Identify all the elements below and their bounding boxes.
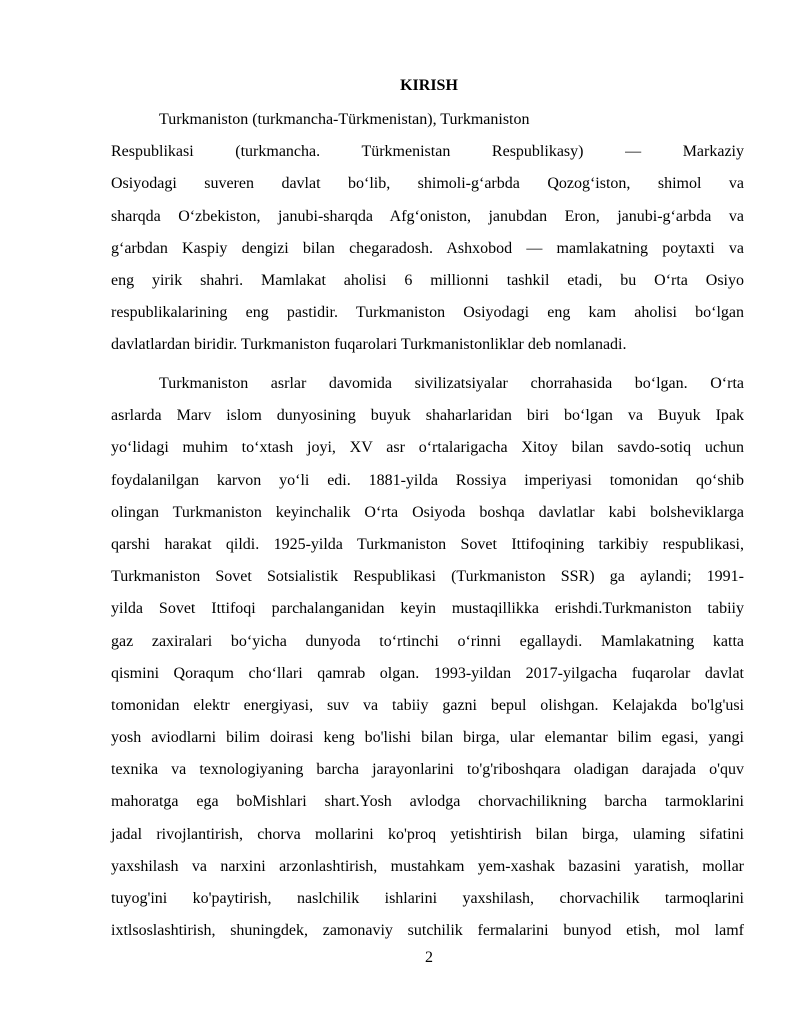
text-line: ixtlsoslashtirish, shuningdek, zamonaviy sutchilik fermalarini bunyod etish, mol lamf xyxy=(111,922,744,940)
text-line: yilda Sovet Ittifoqi parchalanganidan keyin mustaqillikka erishdi.Turkmaniston tabiiy xyxy=(111,600,744,618)
text-line: respublikalarining eng pastidir. Turkmaniston Osiyodagi eng kam aholisi bo‘lgan xyxy=(111,304,744,322)
text-line: g‘arbdan Kaspiy dengizi bilan chegaradosh. Ashxobod — mamlakatning poytaxti va xyxy=(111,239,744,257)
text-line: texnika va texnologiyaning barcha jarayonlarini to'g'riboshqara oladigan darajada o'quv xyxy=(111,761,744,779)
text-line: olingan Turkmaniston keyinchalik O‘rta Osiyoda boshqa davlatlar kabi bolsheviklarga xyxy=(111,503,744,521)
text-line: Respublikasi (turkmancha. Türkmenistan Respublikasy) — Markaziy xyxy=(111,143,744,161)
text-line: jadal rivojlantirish, chorva mollarini ko'proq yetishtirish bilan birga, ulaming sifatini xyxy=(111,825,744,843)
text-line: yaxshilash va narxini arzonlashtirish, mustahkam yem-xashak bazasini yaratish, mollar xyxy=(111,857,744,875)
text-line: asrlarda Marv islom dunyosining buyuk shaharlaridan biri bo‘lgan va Buyuk Ipak xyxy=(111,407,744,425)
text-line: foydalanilgan karvon yo‘li edi. 1881-yilda Rossiya imperiyasi tomonidan qo‘shib xyxy=(111,471,744,489)
text-line: yosh aviodlarni bilim doirasi keng bo'lishi bilan birga, ular elemantar bilim egasi, yangi xyxy=(111,729,744,747)
text-line: gaz zaxiralari bo‘yicha dunyoda to‘rtinchi o‘rinni egallaydi. Mamlakatning katta xyxy=(111,632,744,650)
text-line: Turkmaniston (turkmancha-Türkmenistan), Turkmaniston xyxy=(159,111,530,128)
text-line: davlatlardan biridir. Turkmaniston fuqarolari Turkmanistonliklar deb nomlanadi. xyxy=(111,336,627,354)
text-line: Turkmaniston asrlar davomida sivilizatsiyalar chorrahasida bo‘lgan. O‘rta xyxy=(159,375,744,392)
text-line: qismini Qoraqum cho‘llari qamrab olgan. 1993-yildan 2017-yilgacha fuqarolar davlat xyxy=(111,664,744,682)
text-line: tuyog'ini ko'paytirish, naslchilik ishlarini yaxshilash, chorvachilik tarmoqlarini xyxy=(111,890,744,907)
text-line: qarshi harakat qildi. 1925-yilda Turkmaniston Sovet Ittifoqining tarkibiy respublikasi, xyxy=(111,535,744,553)
text-line: Turkmaniston Sovet Sotsialistik Respublikasi (Turkmaniston SSR) ga aylandi; 1991- xyxy=(111,568,744,586)
text-line: Osiyodagi suveren davlat bo‘lib, shimoli-g‘arbda Qozog‘iston, shimol va xyxy=(111,175,744,193)
paragraph-intro xyxy=(111,104,744,362)
text-line: eng yirik shahri. Mamlakat aholisi 6 millionni tashkil etadi, bu O‘rta Osiyo xyxy=(111,271,744,289)
page-number: 2 xyxy=(425,949,433,966)
paragraph-history xyxy=(111,368,744,947)
text-line: tomonidan elektr energiyasi, suv va tabiiy gazni bepul olishgan. Kelajakda bo'lg'usi xyxy=(111,696,744,714)
text-line: sharqda O‘zbekiston, janubi-sharqda Afg‘oniston, janubdan Eron, janubi-g‘arbda va xyxy=(111,207,744,225)
text-line: yo‘lidagi muhim to‘xtash joyi, XV asr o‘rtalarigacha Xitoy bilan savdo-sotiq uchun xyxy=(111,439,744,457)
text-line: mahoratga ega boMishlari shart.Yosh avlodga chorvachilikning barcha tarmoklarini xyxy=(111,793,744,811)
page-title: KIRISH xyxy=(400,77,458,94)
